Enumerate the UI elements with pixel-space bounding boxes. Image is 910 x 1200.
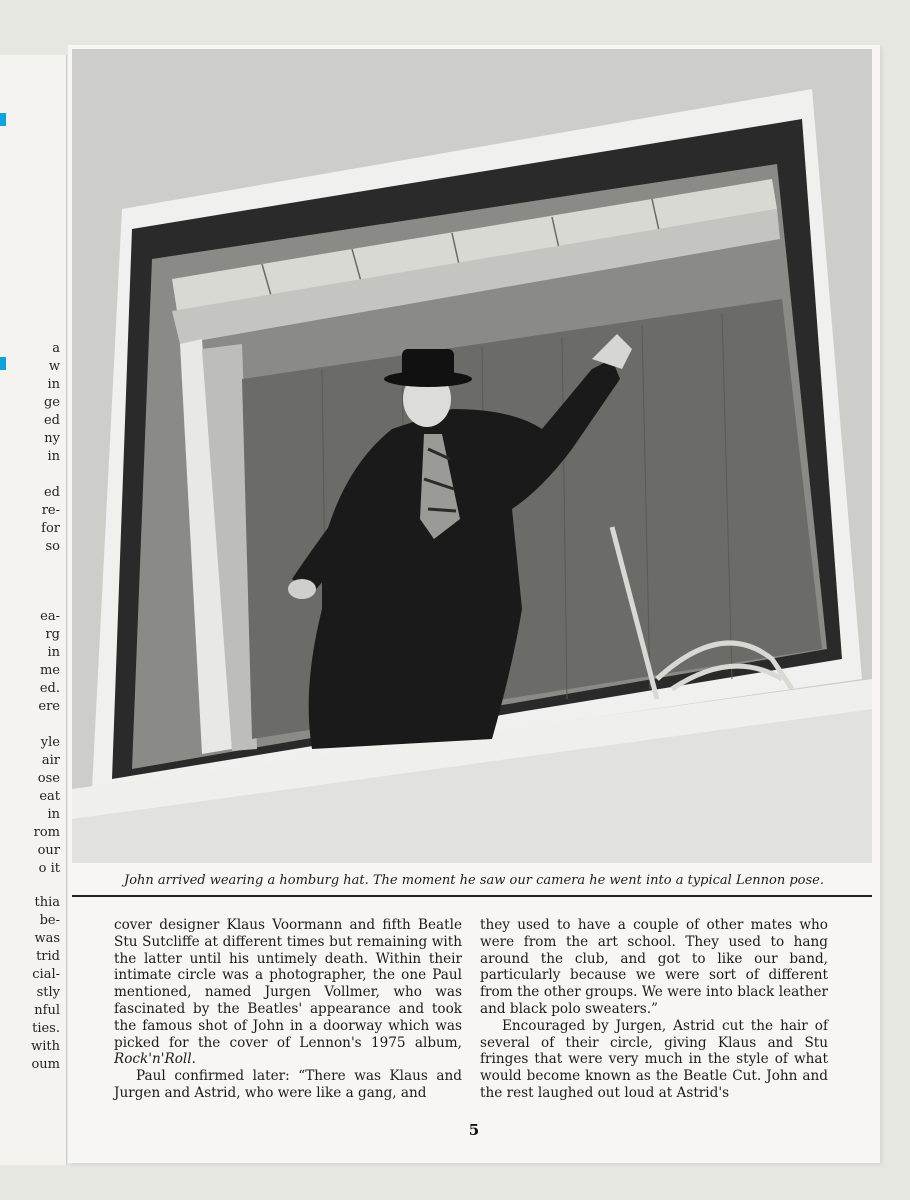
- previous-page-text-fragment: o it: [38, 861, 60, 876]
- previous-page-text-fragment: so: [45, 539, 60, 554]
- previous-page-edge: [0, 55, 67, 1165]
- previous-page-text-fragment: with: [31, 1039, 60, 1054]
- previous-page-text-fragment: nful: [34, 1003, 60, 1018]
- previous-page-text-fragment: re-: [41, 503, 60, 518]
- previous-page-text-fragment: was: [34, 931, 60, 946]
- period: .: [191, 1051, 196, 1068]
- previous-page-text-fragment: in: [47, 377, 60, 392]
- previous-page-text-fragment: ere: [38, 699, 60, 714]
- page-number: 5: [468, 1121, 480, 1139]
- previous-page-text-fragment: ed.: [39, 681, 60, 696]
- article-column-2: [480, 917, 828, 1102]
- album-title: Rock'n'Roll: [114, 1051, 192, 1068]
- previous-page-text-fragment: ed: [43, 413, 60, 428]
- paragraph: [114, 917, 462, 1068]
- previous-page-text-fragment: in: [47, 807, 60, 822]
- blue-heading-marker: [0, 113, 6, 126]
- previous-page-text-fragment: a: [52, 341, 60, 356]
- previous-page-text-fragment: ea-: [40, 609, 60, 624]
- photo-caption: John arrived wearing a homburg hat. The moment he saw our camera he went into a typical Lennon pose.: [123, 873, 824, 888]
- paragraph: Paul confirmed later: “There was Klaus and Jurgen and Astrid, who were like a gang, and: [114, 1068, 462, 1101]
- previous-page-text-fragment: in: [47, 645, 60, 660]
- previous-page-text-fragment: ties.: [32, 1021, 60, 1036]
- previous-page-text-fragment: trid: [36, 949, 60, 964]
- previous-page-text-fragment: yle: [40, 735, 60, 750]
- previous-page-text-fragment: rg: [45, 627, 60, 642]
- previous-page-text-fragment: cial-: [32, 967, 60, 982]
- paragraph-text: cover designer Klaus Voormann and fifth Beatle Stu Sutcliffe at different times but remaining with the latter until his untimely death. Within their intimate circle was a photographer, the one Paul mentioned, named Jurgen Vollmer, who was fascinated by the Beatles' appearance and took the famous shot of John in a doorway which was picked for the cover of Lennon's 1975 album,: [114, 917, 462, 1051]
- previous-page-text-fragment: ge: [43, 395, 60, 410]
- previous-page-text-fragment: ed: [43, 485, 60, 500]
- previous-page-text-fragment: me: [39, 663, 60, 678]
- magazine-page: [68, 45, 880, 1163]
- article-column-1: [114, 917, 462, 1102]
- previous-page-text-fragment: rom: [33, 825, 60, 840]
- previous-page-text-fragment: our: [37, 843, 60, 858]
- paragraph: they used to have a couple of other mates who were from the art school. They used to hang around the club, and got to like our band, particularly because we were sort of different from the other groups. We were into black leather and black polo sweaters.”: [480, 917, 828, 1017]
- previous-page-text-fragment: ose: [37, 771, 60, 786]
- previous-page-text-fragment: for: [41, 521, 60, 536]
- lennon-photograph: [72, 49, 872, 863]
- previous-page-text-fragment: ny: [44, 431, 60, 446]
- previous-page-text-fragment: air: [41, 753, 60, 768]
- previous-page-text-fragment: thia: [34, 895, 60, 910]
- previous-page-text-fragment: stly: [36, 985, 60, 1000]
- caption-rule: [72, 895, 872, 897]
- previous-page-text-fragment: be-: [39, 913, 60, 928]
- previous-page-text-fragment: w: [48, 359, 60, 374]
- paragraph: Encouraged by Jurgen, Astrid cut the hair of several of their circle, giving Klaus and Stu fringes that were very much in the style of what would become known as the Beatle Cut. John and the rest laughed out loud at Astrid's: [480, 1017, 828, 1101]
- previous-page-text-fragment: oum: [31, 1057, 60, 1072]
- previous-page-text-fragment: in: [47, 449, 60, 464]
- previous-page-text-fragment: eat: [39, 789, 60, 804]
